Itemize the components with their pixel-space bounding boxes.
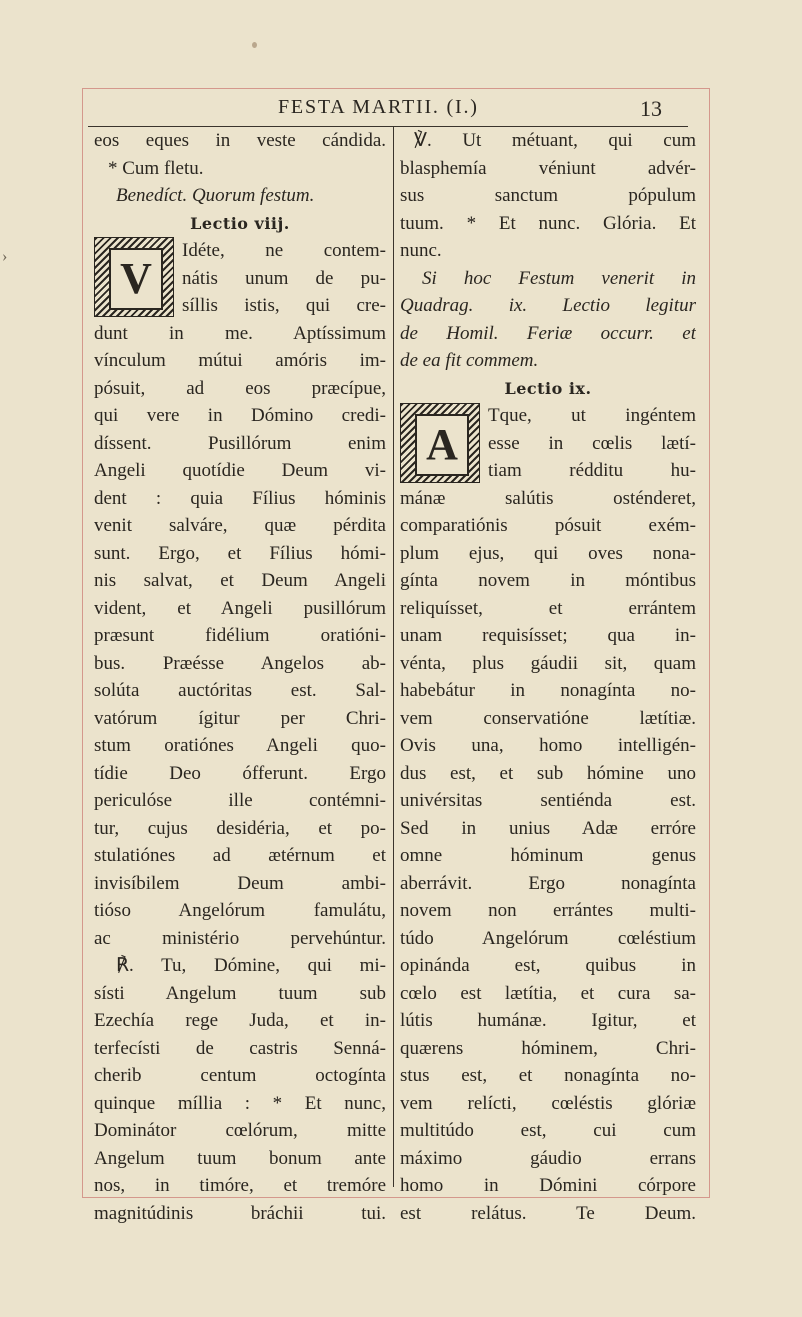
- rubric-line: Si hoc Festum venerit in: [422, 267, 696, 289]
- text-line: vem conservatióne lætítiæ.: [400, 707, 696, 729]
- text-line: nos, in timóre, et tremóre: [94, 1175, 386, 1196]
- text-line: sunt. Ergo, et Fílius hómi-: [94, 542, 386, 564]
- rubric-line: de ea fit commem.: [400, 350, 539, 371]
- text-line: magnitúdinis bráchii tui.: [94, 1202, 386, 1224]
- text-line: venit salváre, quæ pérdita: [94, 515, 386, 536]
- text-line: Angelum tuum bonum ante: [94, 1147, 386, 1169]
- rubric-line: de Homil. Feriæ occurr. et: [400, 322, 696, 344]
- text-line: habebátur in nonagínta no-: [400, 680, 696, 701]
- margin-mark: ›: [2, 248, 8, 265]
- text-line: ℟. Tu, Dómine, qui mi-: [116, 955, 386, 976]
- column-divider: [393, 127, 394, 1187]
- drop-cap-letter: V: [109, 248, 163, 310]
- text-line: sísti Angelum tuum sub: [94, 982, 386, 1004]
- text-line: lútis humánæ. Igitur, et: [400, 1010, 696, 1031]
- text-line: sus sanctum pópulum: [400, 185, 696, 206]
- text-line: tiam rédditu hu-: [488, 460, 696, 481]
- text-line: aberrávit. Ergo nonagínta: [400, 872, 696, 894]
- text-line: nunc.: [400, 240, 442, 261]
- text-line: univérsitas sentiénda est.: [400, 790, 696, 811]
- text-line: Ovis una, homo intelligén-: [400, 735, 696, 756]
- text-line: unam requisísset; qua in-: [400, 625, 696, 646]
- text-line: solúta auctóritas est. Sal-: [94, 680, 386, 701]
- text-line: síllis istis, qui cre-: [182, 295, 386, 316]
- text-line: esse in cœlis lætí-: [488, 432, 696, 454]
- text-line: Tque, ut ingéntem: [488, 405, 696, 426]
- text-line: multitúdo est, cui cum: [400, 1120, 696, 1141]
- text-line: stus est, et nonagínta no-: [400, 1065, 696, 1086]
- text-line: homo in Dómini córpore: [400, 1175, 696, 1196]
- text-line: nátis unum de pu-: [182, 267, 386, 289]
- page-number: 13: [640, 96, 662, 121]
- text-line: ac ministério pervehúntur.: [94, 927, 386, 949]
- text-line: vatórum ígitur per Chri-: [94, 707, 386, 729]
- text-line: cœlo est lætítia, et cura sa-: [400, 982, 696, 1004]
- text-line: mánæ salútis osténderet,: [400, 487, 696, 509]
- text-line: * Cum fletu.: [108, 157, 204, 179]
- text-line: terfecísti de castris Senná-: [94, 1037, 386, 1059]
- lectio-heading: Lectio ix.: [504, 378, 592, 398]
- text-line: máximo gáudio errans: [400, 1147, 696, 1169]
- text-line: tióso Angelórum famulátu,: [94, 900, 386, 921]
- text-line: Dominátor cœlórum, mitte: [94, 1120, 386, 1141]
- text-line: opinánda est, quibus in: [400, 955, 696, 976]
- text-line: novem non errántes multi-: [400, 900, 696, 921]
- text-line: ℣. Ut métuant, qui cum: [414, 130, 696, 151]
- paper-speck: [252, 42, 257, 48]
- text-line: quinque míllia : * Et nunc,: [94, 1092, 386, 1114]
- text-line: nis salvat, et Deum Angeli: [94, 570, 386, 591]
- text-line: eos eques in veste cándida.: [94, 130, 386, 151]
- text-line: bus. Præésse Angelos ab-: [94, 652, 386, 674]
- text-line: díssent. Pusillórum enim: [94, 432, 386, 454]
- frame-right-rule: [709, 88, 710, 1197]
- text-line: invisíbilem Deum ambi-: [94, 872, 386, 894]
- text-line: vident, et Angeli pusillórum: [94, 597, 386, 619]
- text-line: qui vere in Dómino credi-: [94, 405, 386, 426]
- text-line: stulatiónes ad ætérnum et: [94, 845, 386, 866]
- text-line: præsunt fidélium oratióni-: [94, 625, 386, 646]
- text-line: dus est, et sub hómine uno: [400, 762, 696, 784]
- text-line: stum oratiónes Angeli quo-: [94, 735, 386, 756]
- page-title: FESTA MARTII. (I.): [278, 96, 479, 118]
- text-line: blasphemía véniunt advér-: [400, 157, 696, 179]
- text-line: tídie Deo ófferunt. Ergo: [94, 762, 386, 784]
- drop-cap-letter: A: [415, 414, 469, 476]
- text-line: tur, cujus desidéria, et po-: [94, 817, 386, 839]
- text-line: Sed in unius Adæ erróre: [400, 817, 696, 839]
- text-line: túdo Angelórum cœléstium: [400, 927, 696, 949]
- text-line: dent : quia Fílius hóminis: [94, 487, 386, 509]
- text-line: Ezechía rege Juda, et in-: [94, 1010, 386, 1031]
- text-line: pósuit, ad eos præcípue,: [94, 377, 386, 399]
- text-line: vénta, plus gáudii sit, quam: [400, 652, 696, 674]
- text-line: Benedíct. Quorum festum.: [116, 185, 315, 206]
- lectio-heading: Lectio viij.: [190, 213, 290, 233]
- left-column: [94, 127, 386, 1227]
- running-head: [88, 96, 688, 126]
- text-line: reliquísset, et errántem: [400, 597, 696, 619]
- right-column: [400, 127, 696, 1227]
- text-line: comparatiónis pósuit exém-: [400, 515, 696, 536]
- text-line: vínculum mútui amóris im-: [94, 350, 386, 371]
- rubric-line: Quadrag. ix. Lectio legitur: [400, 295, 696, 316]
- text-line: periculóse ille contémni-: [94, 790, 386, 811]
- text-line: Idéte, ne contem-: [182, 240, 386, 261]
- text-line: omne hóminum genus: [400, 845, 696, 866]
- text-line: tuum. * Et nunc. Glória. Et: [400, 212, 696, 234]
- text-line: plum ejus, qui oves nona-: [400, 542, 696, 564]
- text-line: cherib centum octogínta: [94, 1065, 386, 1086]
- frame-top-rule: [82, 88, 710, 89]
- text-line: est relátus. Te Deum.: [400, 1202, 696, 1224]
- frame-left-rule: [82, 88, 83, 1197]
- text-line: dunt in me. Aptíssimum: [94, 322, 386, 344]
- text-line: quærens hóminem, Chri-: [400, 1037, 696, 1059]
- text-line: Angeli quotídie Deum vi-: [94, 460, 386, 481]
- text-line: gínta novem in móntibus: [400, 570, 696, 591]
- text-line: vem relícti, cœléstis glóriæ: [400, 1092, 696, 1114]
